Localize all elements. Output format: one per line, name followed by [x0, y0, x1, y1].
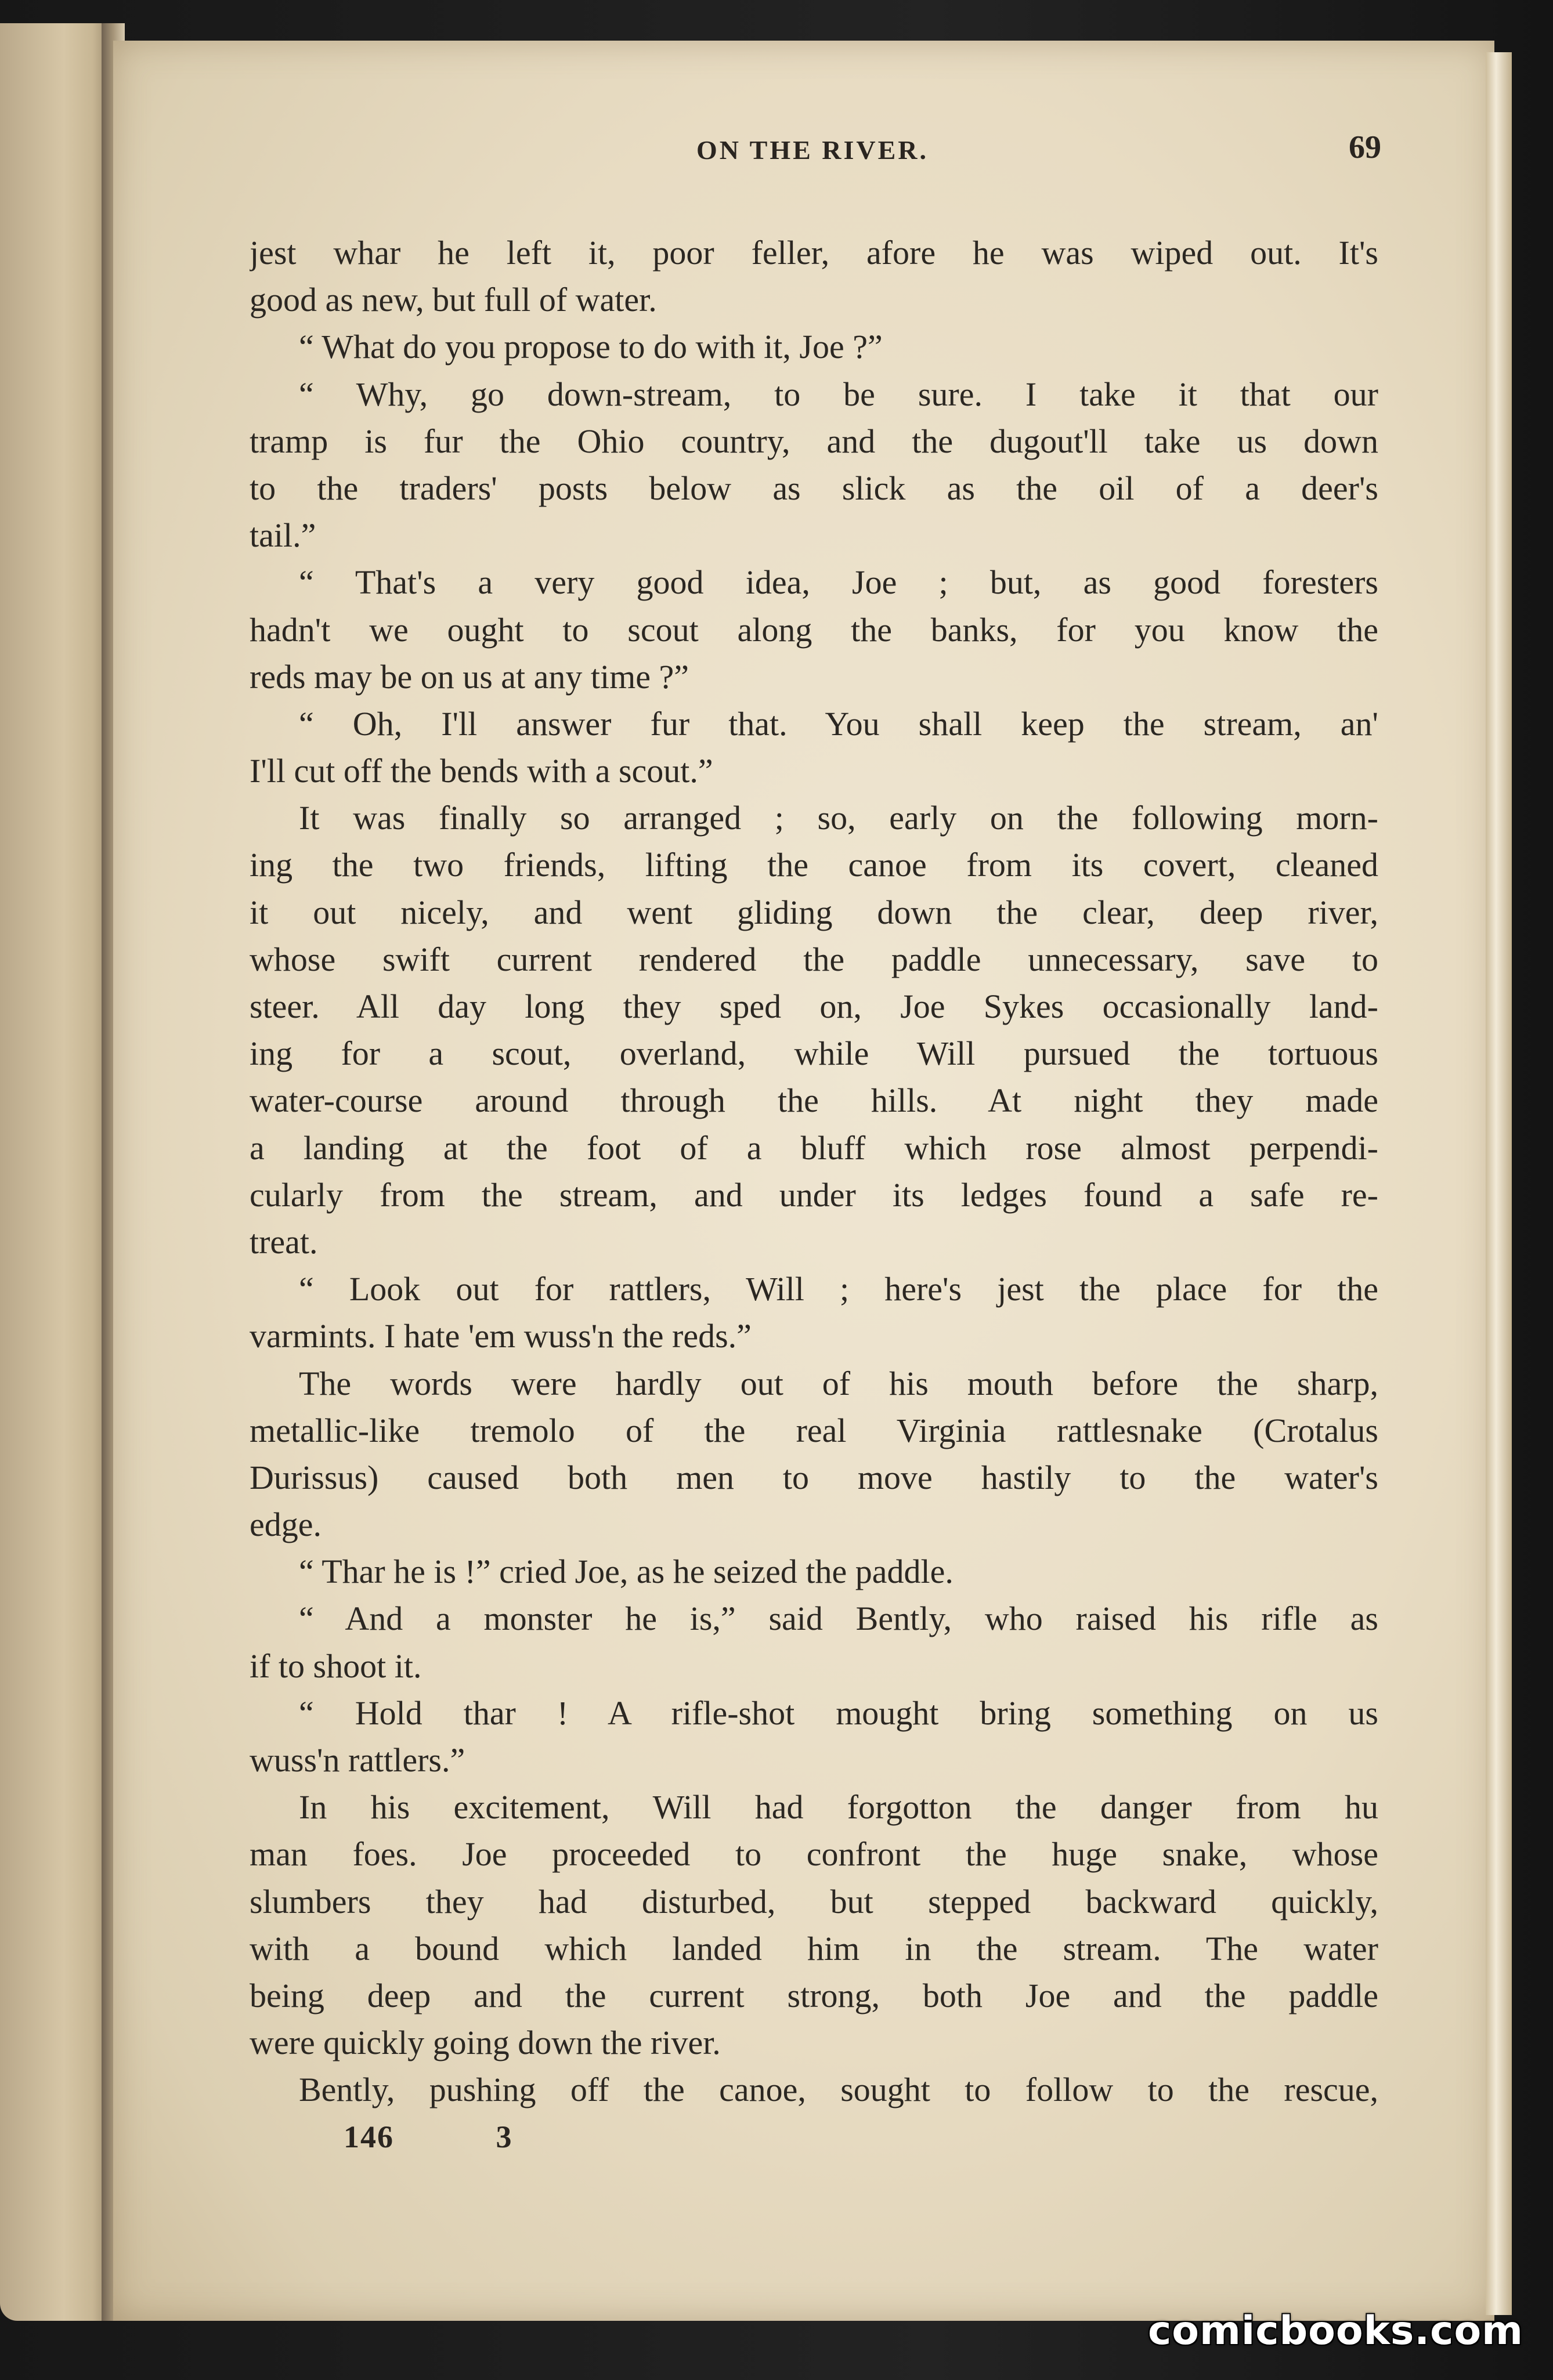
- text-line: hadn't we ought to scout along the banks, for you know the: [250, 610, 1378, 649]
- text-line: a landing at the foot of a bluff which rose almost perpendi-: [250, 1128, 1378, 1167]
- text-line: “ What do you propose to do with it, Joe ?”: [299, 328, 883, 366]
- text-line: wuss'n rattlers.”: [250, 1741, 465, 1779]
- text-line: good as new, but full of water.: [250, 281, 657, 319]
- text-line: The words were hardly out of his mouth before the sharp,: [299, 1364, 1378, 1402]
- running-head: ON THE RIVER.: [696, 135, 929, 165]
- text-line: “ That's a very good idea, Joe ; but, as good foresters: [299, 563, 1378, 602]
- text-line: tramp is fur the Ohio country, and the dugout'll take us down: [250, 422, 1378, 460]
- text-line: man foes. Joe proceeded to confront the huge snake, whose: [250, 1835, 1378, 1873]
- page-edge-stack: [1486, 52, 1512, 2315]
- watermark-logo: comicbooks.com: [1148, 2308, 1524, 2354]
- text-line: In his excitement, Will had forgotton the danger from hu: [299, 1788, 1378, 1826]
- text-line: “ Oh, I'll answer fur that. You shall keep the stream, an': [299, 704, 1378, 743]
- text-line: jest whar he left it, poor feller, afore he was wiped out. It's: [250, 234, 1378, 272]
- text-line: tail.”: [250, 516, 316, 555]
- facing-page-edge: [0, 23, 116, 2321]
- text-line: whose swift current rendered the paddle unnecessary, save to: [250, 940, 1378, 978]
- text-line: water-course around through the hills. At night they made: [250, 1082, 1378, 1120]
- body-text: [250, 229, 1378, 2114]
- page-footer: [344, 2119, 606, 2155]
- text-line: cularly from the stream, and under its ledges found a safe re-: [250, 1175, 1378, 1214]
- text-line: “ Look out for rattlers, Will ; here's jest the place for the: [299, 1270, 1378, 1308]
- text-line: ing the two friends, lifting the canoe from its covert, cleaned: [250, 846, 1378, 884]
- page-number: 69: [1349, 129, 1381, 165]
- text-line: “ Why, go down-stream, to be sure. I take it that our: [299, 375, 1378, 413]
- text-line: Bently, pushing off the canoe, sought to follow to the rescue,: [299, 2071, 1378, 2109]
- page-header: [244, 129, 1381, 187]
- text-line: being deep and the current strong, both Joe and the paddle: [250, 1976, 1378, 2014]
- text-line: “ Thar he is !” cried Joe, as he seized the paddle.: [299, 1553, 954, 1591]
- text-line: slumbers they had disturbed, but stepped backward quickly,: [250, 1882, 1378, 1920]
- text-line: reds may be on us at any time ?”: [250, 657, 689, 696]
- text-line: it out nicely, and went gliding down the clear, deep river,: [250, 893, 1378, 931]
- signature-mark: 3: [496, 2119, 513, 2154]
- text-line: were quickly going down the river.: [250, 2024, 721, 2062]
- text-line: ing for a scout, overland, while Will pursued the tortuous: [250, 1035, 1378, 1073]
- text-line: edge.: [250, 1506, 322, 1544]
- text-line: to the traders' posts below as slick as the oil of a deer's: [250, 469, 1378, 507]
- text-line: with a bound which landed him in the stream. The water: [250, 1929, 1378, 1967]
- text-line: I'll cut off the bends with a scout.”: [250, 752, 713, 790]
- signature-number: 146: [344, 2119, 394, 2154]
- text-line: metallic-like tremolo of the real Virginia rattlesnake (Crotalus: [250, 1411, 1378, 1449]
- text-line: Durissus) caused both men to move hastily to the water's: [250, 1458, 1378, 1496]
- text-line: steer. All day long they sped on, Joe Sykes occasionally land-: [250, 988, 1378, 1025]
- text-line: treat.: [250, 1222, 318, 1261]
- text-line: It was finally so arranged ; so, early on the following morn-: [299, 799, 1378, 837]
- text-line: if to shoot it.: [250, 1647, 422, 1685]
- text-line: “ Hold thar ! A rifle-shot mought bring something on us: [299, 1694, 1378, 1732]
- text-line: varmints. I hate 'em wuss'n the reds.”: [250, 1317, 752, 1355]
- text-line: “ And a monster he is,” said Bently, who raised his rifle as: [299, 1600, 1378, 1638]
